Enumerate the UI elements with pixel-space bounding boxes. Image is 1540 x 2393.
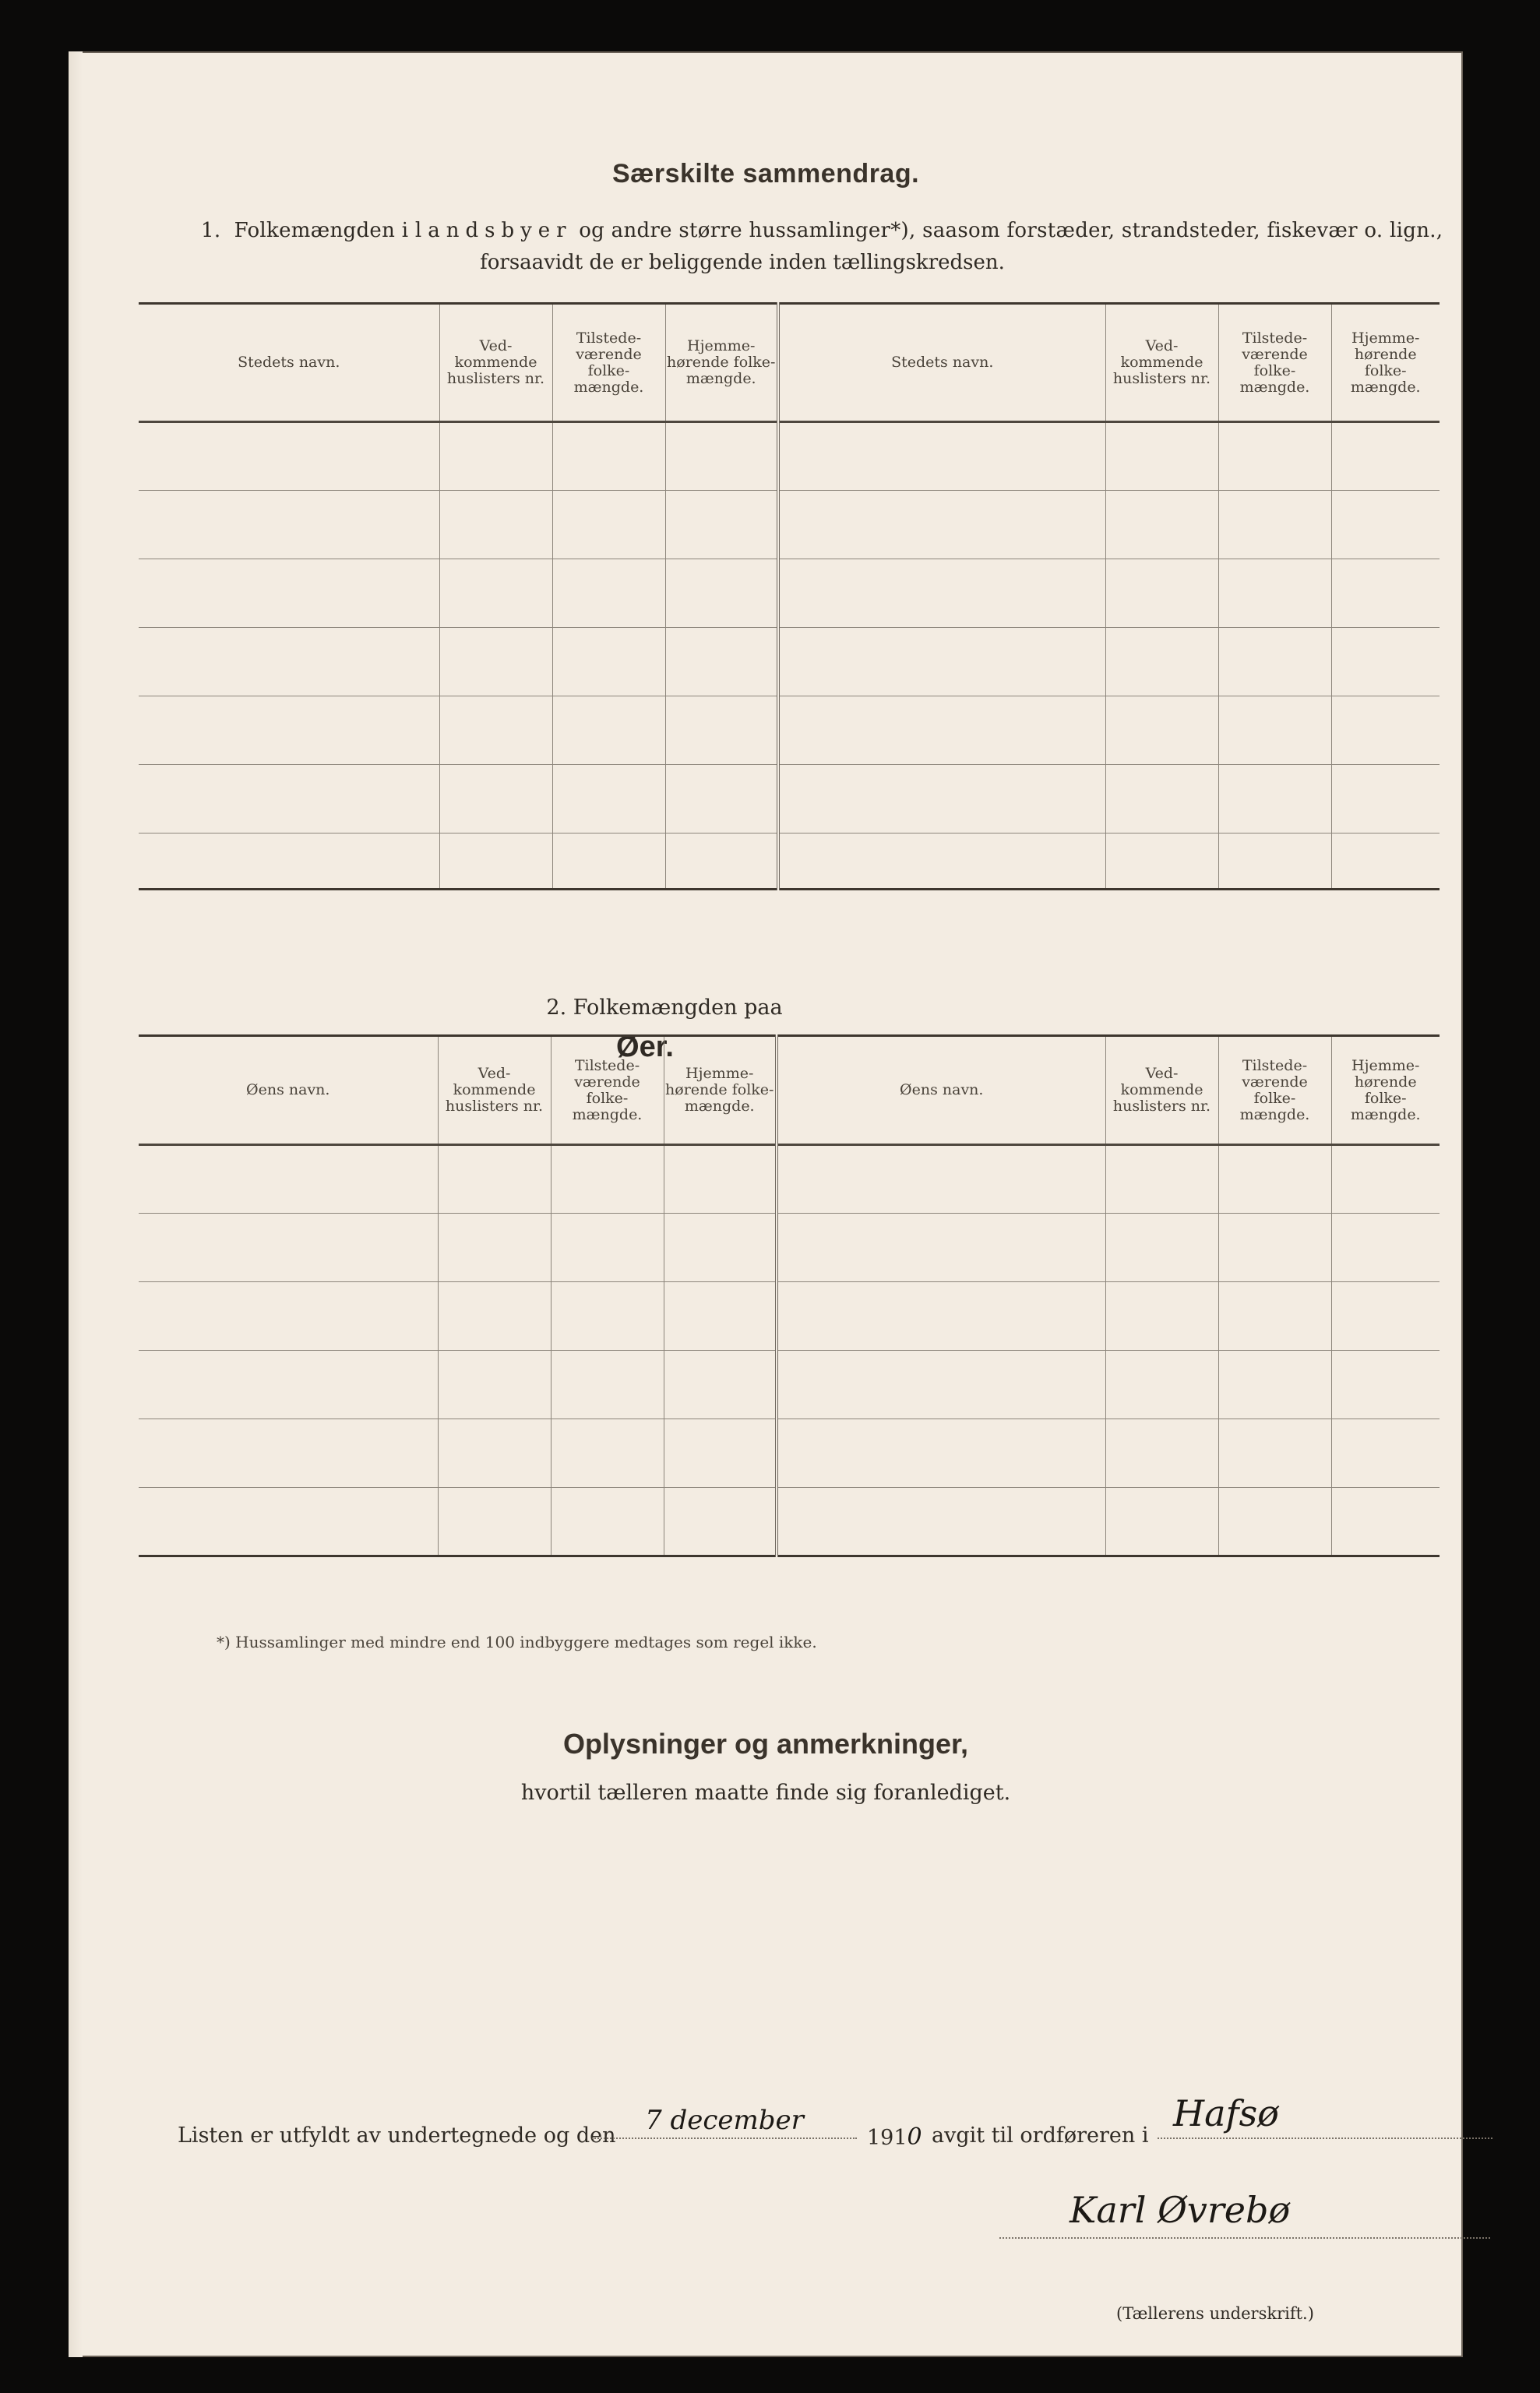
footnote: *) Hussamlinger med mindre end 100 indbyggere medtages som regel ikke.	[217, 1633, 817, 1651]
col-tilstedevaerende: Tilstede-værende folke-mængde.	[552, 304, 665, 422]
landsbyer-table	[139, 302, 1440, 890]
col-oens-navn: Øens navn.	[139, 1036, 438, 1145]
table-row	[139, 696, 1440, 765]
col-hjemmehorende: Hjemme-hørende folke-mængde.	[664, 1036, 777, 1145]
table-row	[139, 422, 1440, 491]
col-oens-navn-2: Øens navn.	[777, 1036, 1105, 1145]
table-row	[139, 1488, 1440, 1556]
col-hjemmehorende: Hjemme-hørende folke-mængde.	[665, 304, 778, 422]
table-row	[139, 628, 1440, 696]
section1-spaced-word: landsbyer	[414, 219, 573, 242]
table-row	[139, 1145, 1440, 1214]
signature-field	[999, 2189, 1490, 2239]
col-stedets-navn: Stedets navn.	[139, 304, 439, 422]
col-hjemmehorende-2: Hjemme-hørende folke-mængde.	[1331, 304, 1440, 422]
date-handwritten: 7 december	[645, 2105, 804, 2136]
oer-rows	[139, 1145, 1440, 1556]
col-tilstedevaerende-2: Tilstede-værende folke-mængde.	[1218, 304, 1331, 422]
table-row	[139, 1282, 1440, 1351]
year-prefix: 191	[867, 2126, 907, 2150]
year-field	[867, 2123, 922, 2151]
section1-text-b: og andre større hussamlinger*), saasom forstæder, strandsteder, fiskevær o. lign.,	[579, 219, 1443, 242]
page-title: Særskilte sammendrag.	[611, 159, 920, 189]
table-row	[139, 559, 1440, 628]
col-stedets-navn-2: Stedets navn.	[778, 304, 1105, 422]
col-hjemmehorende-2: Hjemme-hørende folke-mængde.	[1331, 1036, 1440, 1145]
completion-statement	[178, 2123, 616, 2148]
table-row	[139, 765, 1440, 833]
table-row	[139, 1419, 1440, 1488]
section1-number: 1.	[201, 219, 221, 242]
table-row	[139, 1351, 1440, 1419]
census-sheet	[69, 51, 1463, 2357]
table-row	[139, 833, 1440, 890]
col-huslisters-nr-2: Ved-kommende huslisters nr.	[1105, 304, 1218, 422]
oer-table	[139, 1034, 1440, 1557]
remarks-subtitle: hvortil tælleren maatte finde sig foranlediget.	[520, 1781, 1011, 1805]
paper-edge	[69, 51, 83, 2357]
year-handwritten: 0	[907, 2123, 922, 2151]
col-tilstedevaerende-2: Tilstede-værende folke-mængde.	[1218, 1036, 1331, 1145]
remarks-title: Oplysninger og anmerkninger,	[562, 1728, 969, 1760]
place-handwritten: Hafsø	[1173, 2092, 1279, 2134]
statement-text-a: Listen er utfyldt av undertegnede og den	[178, 2123, 616, 2148]
place-field	[1158, 2092, 1492, 2139]
col-huslisters-nr-2: Ved-kommende huslisters nr.	[1105, 1036, 1218, 1145]
col-huslisters-nr: Ved-kommende huslisters nr.	[439, 304, 552, 422]
section1-intro-line	[201, 219, 1443, 242]
table-row	[139, 491, 1440, 559]
table-row	[139, 1214, 1440, 1282]
section1-text-a: Folkemængden i	[234, 219, 409, 242]
col-tilstedevaerende: Tilstede-værende folke-mængde.	[551, 1036, 664, 1145]
date-field	[592, 2105, 857, 2139]
statement-text-b: avgit til ordføreren i	[932, 2123, 1149, 2148]
section2-heading: 2. Folkemængden paa	[546, 996, 783, 1020]
section2-subheading: Øer.	[616, 1031, 674, 1063]
enumerator-signature: Karl Øvrebø	[1070, 2189, 1291, 2231]
section1-intro-line2: forsaavidt de er beliggende inden tællingskredsen.	[480, 251, 1005, 274]
signature-caption: (Tællerens underskrift.)	[1116, 2304, 1314, 2323]
col-huslisters-nr: Ved-kommende huslisters nr.	[438, 1036, 551, 1145]
landsbyer-rows	[139, 422, 1440, 890]
